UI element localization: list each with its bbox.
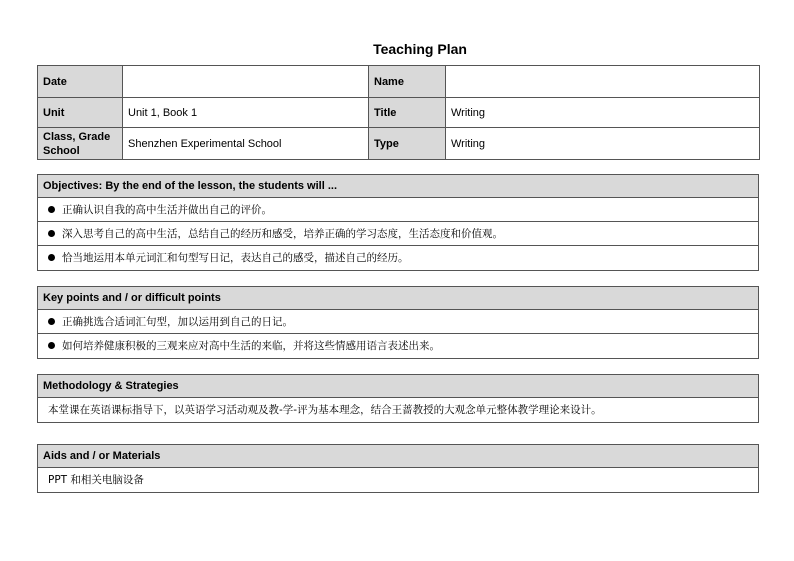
objectives-section — [37, 174, 759, 271]
name-value — [446, 66, 760, 98]
unit-value: Unit 1, Book 1 — [123, 98, 369, 128]
unit-label: Unit — [38, 98, 123, 128]
name-label: Name — [369, 66, 446, 98]
list-item — [38, 222, 758, 246]
methodology-text: 本堂课在英语课标指导下，以英语学习活动观及教-学-评为基本理念，结合王蔷教授的大观念单元整体教学理论来设计。 — [48, 404, 602, 416]
type-value: Writing — [446, 128, 760, 160]
title-value: Writing — [446, 98, 760, 128]
list-item-text: 深入思考自己的高中生活，总结自己的经历和感受，培养正确的学习态度，生活态度和价值观。 — [62, 228, 503, 240]
aids-heading: Aids and / or Materials — [38, 445, 758, 468]
methodology-section — [37, 374, 759, 423]
date-label: Date — [38, 66, 123, 98]
bullet-icon — [48, 254, 55, 261]
key-points-section — [37, 286, 759, 359]
list-item-text: 如何培养健康积极的三观来应对高中生活的来临，并将这些情感用语言表述出来。 — [62, 340, 440, 352]
date-value — [123, 66, 369, 98]
class-value: Shenzhen Experimental School — [123, 128, 369, 160]
page-title: Teaching Plan — [373, 41, 467, 57]
list-item — [38, 310, 758, 334]
list-item-text: 正确挑选合适词汇句型，加以运用到自己的日记。 — [62, 316, 293, 328]
list-item-text: 恰当地运用本单元词汇和句型写日记，表达自己的感受，描述自己的经历。 — [62, 252, 409, 264]
list-item-text: 正确认识自我的高中生活并做出自己的评价。 — [62, 204, 272, 216]
list-item — [38, 198, 758, 222]
type-label: Type — [369, 128, 446, 160]
methodology-heading: Methodology & Strategies — [38, 375, 758, 398]
info-table — [37, 65, 760, 160]
class-label: Class, Grade School — [38, 128, 123, 160]
key-points-heading: Key points and / or difficult points — [38, 287, 758, 310]
objectives-heading: Objectives: By the end of the lesson, the students will ... — [38, 175, 758, 198]
aids-text: PPT 和相关电脑设备 — [48, 474, 144, 486]
bullet-icon — [48, 342, 55, 349]
list-item — [38, 246, 758, 270]
bullet-icon — [48, 230, 55, 237]
list-item — [38, 334, 758, 358]
bullet-icon — [48, 206, 55, 213]
title-label: Title — [369, 98, 446, 128]
bullet-icon — [48, 318, 55, 325]
aids-section — [37, 444, 759, 493]
